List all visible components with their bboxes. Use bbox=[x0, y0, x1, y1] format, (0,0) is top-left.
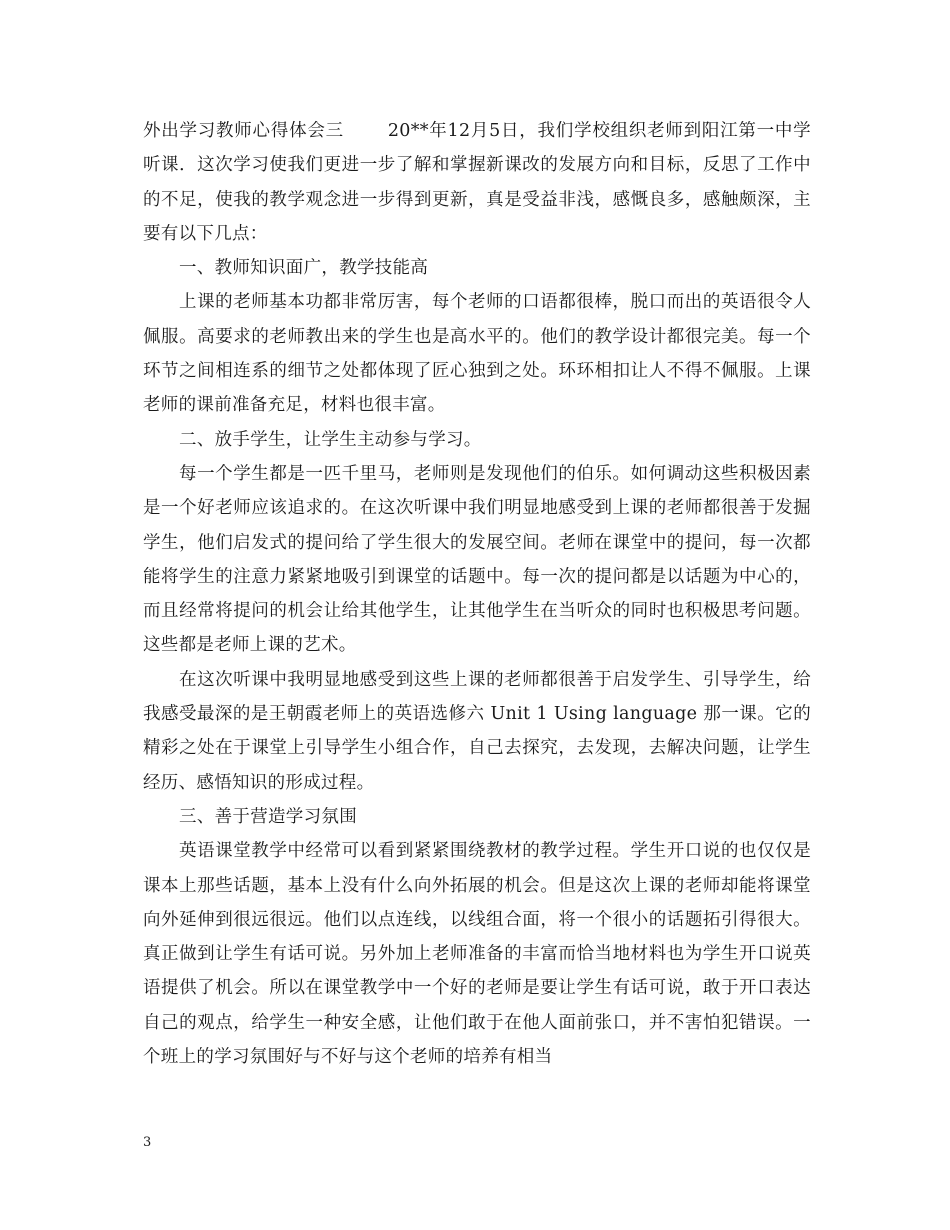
body-paragraph: 在这次听课中我明显地感受到这些上课的老师都很善于启发学生、引导学生，给我感受最深的是王朝霞老师上的英语选修六 Unit 1 Using language 那一课。它的精彩之处在于课堂上引导学生小组合作，自己去探究，去发现，去解决问题，让学生经历、感悟知识的形成过程。 bbox=[143, 669, 811, 793]
body-paragraph: 英语课堂教学中经常可以看到紧紧围绕教材的教学过程。学生开口说的也仅仅是课本上那些话题，基本上没有什么向外拓展的机会。但是这次上课的老师却能将课堂向外延伸到很远很远。他们以点连线，以线组合面，将一个很小的话题拓引得很大。真正做到让学生有话可说。另外加上老师准备的丰富而恰当地材料也为学生开口说英语提供了机会。所以在课堂教学中一个好的老师是要让学生有话可说，敢于开口表达自己的观点，给学生一种安全感，让他们敢于在他人面前张口，并不害怕犯错误。一个班上的学习氛围好与不好与这个老师的培养有相当 bbox=[143, 841, 811, 1068]
document-body bbox=[143, 114, 811, 1074]
section-heading: 一、教师知识面广，教学技能高 bbox=[179, 258, 429, 279]
body-paragraph: 每一个学生都是一匹千里马，老师则是发现他们的伯乐。如何调动这些积极因素是一个好老师应该追求的。在这次听课中我们明显地感受到上课的老师都很善于发掘学生，他们启发式的提问给了学生很大的发展空间。老师在课堂中的提问，每一次都能将学生的注意力紧紧地吸引到课堂的话题中。每一次的提问都是以话题为中心的，而且经常将提问的机会让给其他学生，让其他学生在当听众的同时也积极思考问题。这些都是老师上课的艺术。 bbox=[143, 463, 811, 656]
section-heading: 二、放手学生，让学生主动参与学习。 bbox=[179, 429, 482, 450]
body-paragraph: 上课的老师基本功都非常厉害，每个老师的口语都很棒，脱口而出的英语很令人佩服。高要求的老师教出来的学生也是高水平的。他们的教学设计都很完美。每一个环节之间相连系的细节之处都体现了匠心独到之处。环环相扣让人不得不佩服。上课老师的课前准备充足，材料也很丰富。 bbox=[143, 292, 811, 416]
page-number: 3 bbox=[143, 1135, 152, 1150]
intro-paragraph bbox=[143, 114, 811, 251]
intro-text: 20**年12月5日，我们学校组织老师到阳江第一中学听课．这次学习使我们更进一步了解和掌握新课改的发展方向和目标，反思了工作中的不足，使我的教学观念进一步得到更新，真是受益非浅，感慨良多，感触颇深，主要有以下几点： bbox=[143, 121, 811, 244]
document-title: 外出学习教师心得体会三 bbox=[143, 121, 344, 141]
section-heading: 三、善于营造学习氛围 bbox=[179, 806, 357, 827]
